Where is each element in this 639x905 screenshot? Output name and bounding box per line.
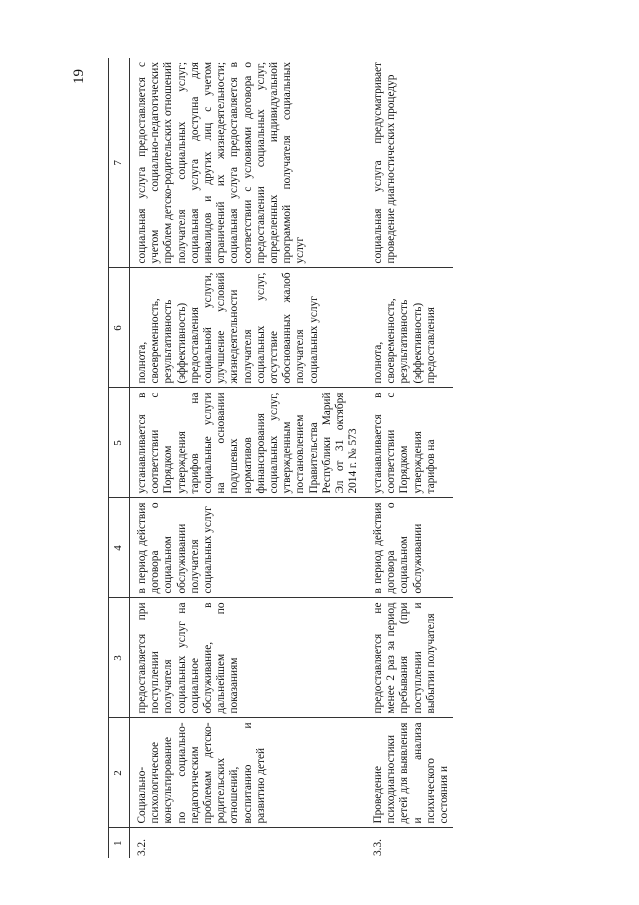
col-header: 4 [109, 498, 130, 598]
cell: социальная услуга предоставляется с учетом социально-педагогических проблем детско-родительских отношений получателя социальных услуг; социальная услуга доступна для инвалидов и других лиц с учетом ограничений их жизнедеятельности; социальная услуга предоставляется в соответствии с условиями договора о предоставлении социальных услуг, определенных индивидуальной программой получателя социальных услуг [130, 58, 367, 268]
cell: в период действия договора о социальном обслуживании [366, 498, 453, 598]
col-header: 5 [109, 388, 130, 498]
col-header: 6 [109, 268, 130, 388]
col-header: 3 [109, 598, 130, 718]
cell: 3.2. [136, 839, 148, 856]
cell: в период действия договора о социальном обслуживании получателя социальных услуг [130, 498, 367, 598]
cell: устанавливается в соответствии с Порядком утверждения тарифов на социальные услуги на основании подушевых нормативов финансирования социальных услуг, утвержденным постановлением Правительства Республики Марий Эл от 31 октября 2014 г. № 573 [130, 388, 367, 498]
cell: 3.3. [372, 839, 384, 856]
rotated-page [108, 58, 638, 858]
cell: предоставляется не менее 2 раз за период пребывания (при поступлении и выбытии получателя [366, 598, 453, 718]
services-table [108, 58, 453, 858]
cell: Проведение психодиагностики детей для выявления и анализа психического состояния и [366, 718, 453, 828]
cell: предоставляется при поступлении получателя социальных услуг на социальное обслуживание, в дальнейшем по показаниям [130, 598, 367, 718]
header-row [109, 58, 130, 858]
cell: устанавливается в соответствии с Порядком утверждения тарифов на [366, 388, 453, 498]
table-row [130, 58, 367, 858]
col-header: 7 [109, 58, 130, 268]
cell: Социально-психологическое консультирование по социально-педагогическим проблемам детско-родительских отношений, воспитанию и развитию детей [130, 718, 367, 828]
cell: полнота, своевременность, результативность (эффективность) предоставления социальной услуги, улучшение условий жизнедеятельности получателя социальных услуг, отсутствие обоснованных жалоб получателя социальных услуг [130, 268, 367, 388]
cell: социальная услуга предусматривает проведение диагностических процедур [366, 58, 453, 268]
col-header: 2 [109, 718, 130, 828]
table-row [366, 58, 453, 858]
cell: полнота, своевременность, результативность (эффективность) предоставления [366, 268, 453, 388]
page-number: 19 [71, 69, 87, 84]
col-header: 1 [109, 828, 130, 858]
